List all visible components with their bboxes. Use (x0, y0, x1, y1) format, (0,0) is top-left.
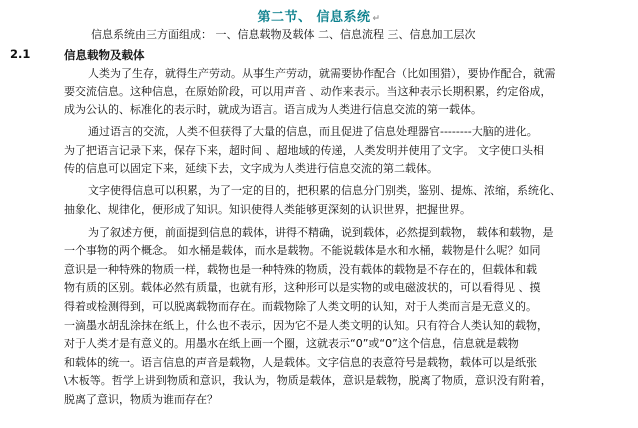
body-line: 脱离了意识，物质为谁而存在？ (64, 393, 218, 406)
body-line: 意识是一种特殊的物质一样，载物也是一种特殊的物质，没有载体的载物是不存在的，但载体和载 (64, 263, 537, 276)
paragraph-mark-icon: ↵ (372, 14, 381, 24)
body-line: 为了把语言记录下来，保存下来，超时间 、超地域的传递，人类发明并使用了文字。 文字使口头相 (64, 144, 544, 157)
section-heading-text: 第二节、 信息系统 (257, 10, 371, 25)
body-line: 抽象化、规律化，便形成了知识。知识使得人类能够更深刻的认识世界，把握世界。 (64, 203, 471, 216)
body-line: 一个事物的两个概念。 如水桶是载体，而水是载物。不能说载体是水和水桶，载物是什么呢？如同 (64, 244, 541, 257)
body-line: 物有质的区别。载体必然有质量，也就有形，这种形可以是实物的或电磁波状的，可以看得见 、摸 (64, 281, 541, 294)
body-line: 通过语言的交流，人类不但获得了大量的信息，而且促进了信息处理器官--------大脑的进化。 (88, 125, 538, 138)
body-line: 得着或检测得到，可以脱离载物而存在。而载物除了人类文明的认知，对于人类而言是无意义的。 (64, 300, 537, 313)
body-line: 为了叙述方便，前面提到信息的载体，讲得不精确，说到载体，必然提到载物， 载体和载物，是 (88, 226, 554, 239)
body-line: 成为公认的、标准化的表示时，就成为语言。语言成为人类进行信息交流的第一载体。 (64, 103, 482, 116)
body-line: 传的信息可以固定下来，延续下去，文字成为人类进行信息交流的第二载体。 (64, 162, 438, 175)
section-title: 信息载物及载体 (64, 48, 145, 62)
body-line: 对于人类才是有意义的。用墨水在纸上画一个圈，这就表示“0”或“0”这个信息，信息就是载物 (64, 337, 519, 350)
intro-line: 信息系统由三方面组成： 一、信息载物及载体 二、信息流程 三、信息加工层次 (91, 28, 476, 41)
body-line: 一滴墨水胡乱涂抹在纸上，什么也不表示，因为它不是人类文明的认知。只有符合人类认知的载物， (64, 319, 548, 332)
body-line: \木板等。哲学上讲到物质和意识，我认为，物质是载体，意识是载物，脱离了物质，意识没有附着， (64, 374, 552, 387)
body-line: 和载体的统一。语言信息的声音是载物，人是载体。文字信息的表意符号是载物，载体可以是纸张 (64, 356, 537, 369)
section-number: 2.1 (10, 47, 31, 61)
body-line: 文字使得信息可以积累，为了一定的目的，把积累的信息分门别类，鉴别、提炼、浓缩，系统化、 (88, 184, 561, 197)
section-heading (0, 6, 638, 25)
body-line: 要交流信息。这种信息，在原始阶段，可以用声音 、动作来表示。当这种表示长期积累，约定俗成， (64, 85, 552, 98)
body-line: 人类为了生存，就得生产劳动。从事生产劳动，就需要协作配合（比如围猎），要协作配合，就需 (88, 67, 556, 80)
